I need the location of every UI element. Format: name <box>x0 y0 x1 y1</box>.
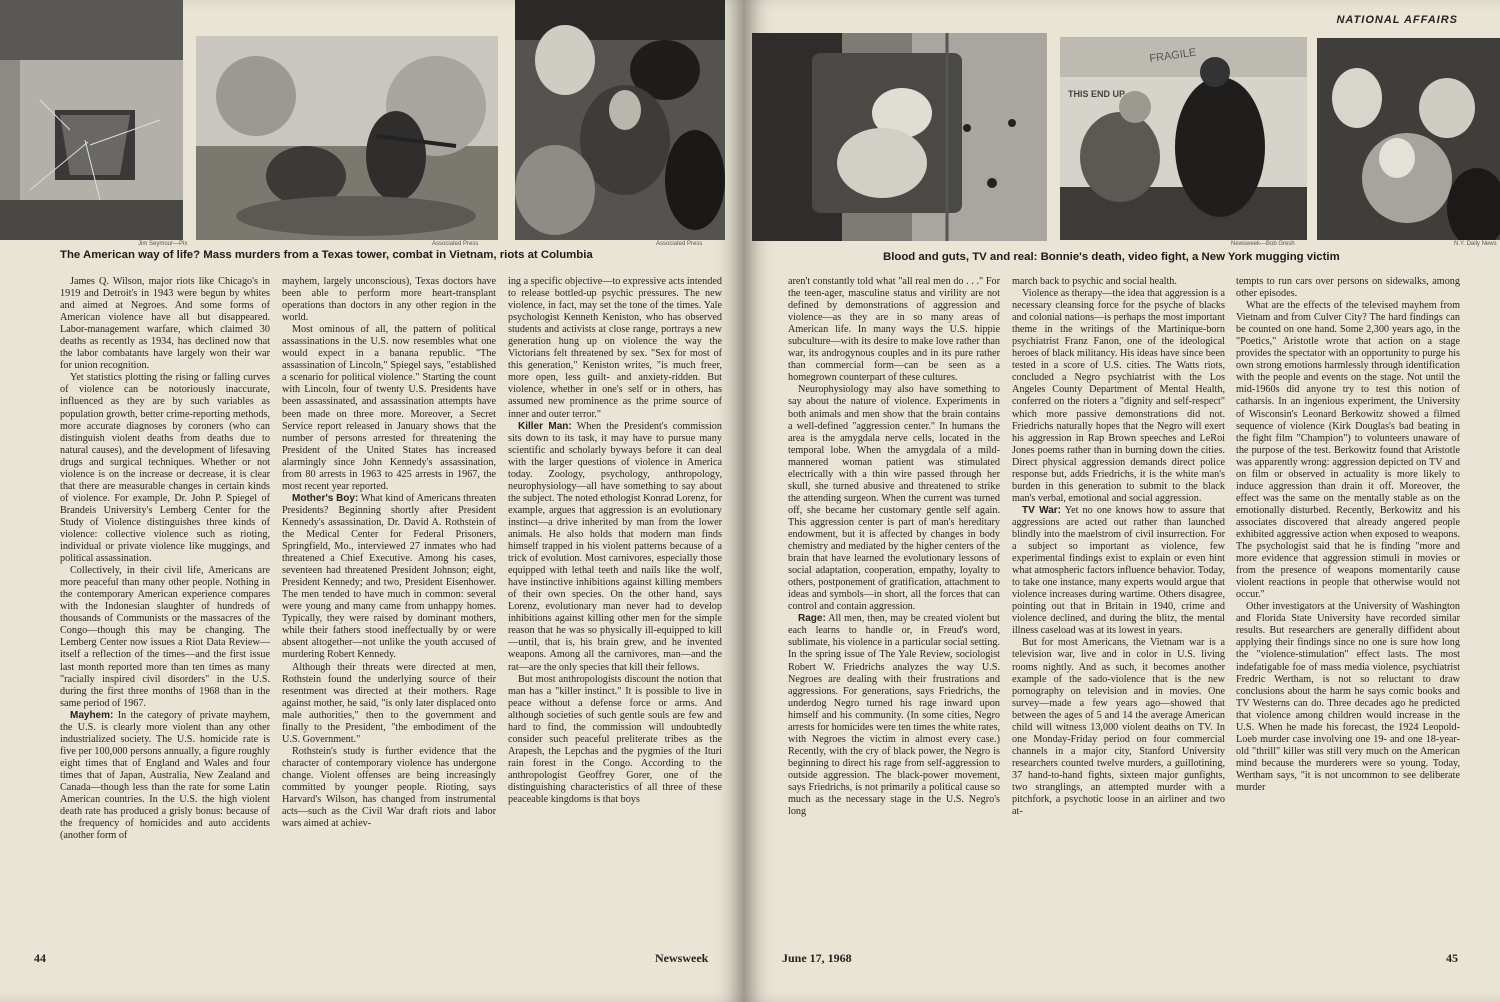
photo-credit: Jim Seymour—Pix <box>138 241 188 247</box>
paragraph <box>1012 288 1225 505</box>
paragraph-text: But most anthropologists discount the notion that man has a "killer instinct." It is possible to live in peace without a defense force or arms. And although societies of such gentle souls are few and hard to find, the commission will undoubtedly consider such peaceful preliterate tribes as the Arapesh, the Lepchas and the pygmies of the Ituri rain forest in the Congo. According to the anthropologist Geoffrey Gorer, one of the distinguishing characteristics of all three of these peaceable kingdoms is that boys <box>508 673 722 806</box>
paragraph-text: Rothstein's study is further evidence that the character of contemporary violence has undergone change. Violent offenses are being increasingly committed by younger people. Rioting, says Harvard's Wilson, has changed from instrumental acts—such as the Civil War draft riots and labor wars aimed at achiev- <box>282 745 496 830</box>
subhead: Mother's Boy: <box>292 492 359 504</box>
magazine-name: Newsweek <box>655 951 709 965</box>
paragraph-text: Although their threats were directed at men, Rothstein found the underlying source of their resentment was directed at their mothers. Rage against mother, he said, "is only later displaced onto male authorities," then to the government and finally to the President, "the embodiment of the U.S. Government." <box>282 661 496 745</box>
paragraph <box>60 565 270 710</box>
paragraph-text: But for most Americans, the Vietnam war is a television war, live and in color in U.S. living rooms nightly. And as such, it becomes another example of the sado-violence that is the new pornography on television and in movies. One survey—made a few years ago—showed that between the ages of 5 and 14 the average American child will witness 13,000 violent deaths on TV. In one Monday-Friday period on four commercial channels in a major city, Stanford University researchers counted twelve murders, a guillotining, 37 hand-to-hand fights, sixteen major gunfights, two stranglings, an attempted murder with a pitchfork, a psychotic loose in an airliner and two at- <box>1012 637 1225 818</box>
paragraph <box>1236 276 1460 300</box>
paragraph-text: Collectively, in their civil life, Americans are more peaceful than many other people. Nothing in the contemporary American experience compares with the Indonesian slaughter of hundreds of thousands of Communists or the massacres of the Congo—though this may be changing. The Lemberg Center now issues a Riot Data Review—itself a reflection of the times—and the first issue last month reported more than ten times as many "racially inspired civil disorders" in the U.S. during the first three months of 1968 than in the same period of 1967. <box>60 565 270 709</box>
paragraph <box>508 674 722 807</box>
paragraph <box>788 276 1000 384</box>
right-column-1 <box>788 276 1000 940</box>
paragraph <box>788 613 1000 818</box>
photo-credit: Newsweek—Bob Gresh <box>1231 241 1295 247</box>
paragraph-text: Yet no one knows how to assure that aggressions are acted out rather than launched blindly into the maelstrom of civil insurrection. For a subject so important as violence, few experimental findings exist to explain or even hint what atmospheric factors influence behavior. Today, to take one instance, many experts would argue that violence increases during wartime. Others disagree, pointing out that in Britain in 1940, crime and violence declined, and during the blitz, the mental illness caseload was at its lowest in years. <box>1012 504 1225 637</box>
photo-sign: FRAGILE <box>1148 46 1198 65</box>
paragraph-text: march back to psychic and social health. <box>1012 276 1177 287</box>
left-column-2 <box>282 276 496 940</box>
paragraph-text: All men, then, may be created violent but each learns to handle or, in Freud's word, sublimate, his violence in a particular social setting. In the spring issue of The Yale Review, sociologist Robert W. Friedrichs analyzes the way U.S. Negroes are dealing with their frustrations and aggressions. For generations, says Friedrichs, the underdog Negro turned his rage inward upon himself and his community. (In some cities, Negro arrests for homicides were ten times the white rates, with Negroes the victim in almost every case.) Recently, with the cry of black power, the Negro is beginning to direct his rage from self-aggression to outside aggression. The black-power movement, says Friedrichs, is not primarily a political cause so much as the necessary stage in the U.S. Negro's long <box>788 613 1000 818</box>
paragraph <box>282 324 496 493</box>
paragraph <box>1012 637 1225 818</box>
paragraph-text: What are the effects of the televised mayhem from Vietnam and from Culver City? The hard findings can be counted on one hand. Some 2,300 years ago, in the "Poetics," Aristotle wrote that action on a stage provides the spectator with an opportunity to purge his own strong emotions harmlessly through identification with the people and events on the stage. Not until the mid-1960s did anyone try to test this notion of catharsis. In an ingenious experiment, the University of Wisconsin's Leonard Berkowitz showed a filmed sequence of violence (Kirk Douglas's bad beating in the fight film "Champion") to volunteers unaware of the purpose of the test. Berkowitz found that Aristotle was apparently wrong: aggression depicted on TV and on film or observed in actuality is more likely to induce aggression than drain it off. Moreover, the effect was the same on the mentally stable as on the emotionally disturbed. Recently, Berkowitz and his associates discovered that already angered people exhibited aggressive action when exposed to weapons. The psychologist said that he is finding "more and more evidence that aggression stimuli in movies or from the presence of weapons momentarily cause violent reactions in people that otherwise would not occur." <box>1236 300 1460 601</box>
paragraph-text: James Q. Wilson, major riots like Chicago's in 1919 and Detroit's in 1943 were begun by whites and aimed at Negroes. And some forms of American violence have all but disappeared. Labor-management warfare, which claimed 30 deaths as recently as 1934, has declined now that the labor combatants have largely won their war for union recognition. <box>60 276 270 372</box>
right-caption: Blood and guts, TV and real: Bonnie's death, video fight, a New York mugging victim <box>883 251 1340 263</box>
right-page <box>744 0 1500 1002</box>
left-column-1 <box>60 276 270 940</box>
paragraph <box>1012 505 1225 638</box>
paragraph <box>1236 300 1460 601</box>
photo-mugging-victim <box>1317 38 1500 240</box>
paragraph-text: Neurophysiology may also have something to say about the nature of violence. Experiments in both animals and men show that the brain contains a well-defined "aggression center." In humans the area is the amygdala nerve cells, located in the temporal lobe. When the amygdala of a mild-mannered woman patient was stimulated electrically with a thin wire passed through her skull, she turned abusive and threatened to strike the attending surgeon. When the current was turned off, she became her customary gentle self again. This aggression center is part of man's hereditary endowment, but it is affected by changes in body chemistry and mediated by the higher centers of the brain that have learned the evolutionary lessons of social adaptation, cooperation, empathy, loyalty to others, postponement of gratification, attachment to ideas and symbols—in short, all the forces that can control and contain aggression. <box>788 384 1000 613</box>
paragraph-text: When the President's commission sits down to its task, it may have to pursue many scientific and scholarly byways before it can deal with the larger questions of violence in America today. Zoology, psychology, anthropology, neurophysiology—all have something to say about the subject. The noted ethologist Konrad Lorenz, for example, argues that aggression is an evolutionary instinct—a drive inherited by man from the lower animals. He also holds that modern man finds himself trapped in his violent patterns because of a trick of evolution. Most carnivores, especially those equipped with lethal teeth and nails like the wolf, have instinctive inhibitions against killing members of their own species. On the other hand, says Lorenz, evolutionary man never had to develop inhibitions against killing other men for the simple reason that he was so physically ill-equipped to kill—until, that is, his brain grew, and he invented weapons. Among all the carnivores, man—and the rat—are the only species that kill their fellows. <box>508 420 722 673</box>
left-column-3 <box>508 276 722 940</box>
right-column-3 <box>1236 276 1460 940</box>
paragraph-text: tempts to run cars over persons on sidewalks, among other episodes. <box>1236 276 1460 300</box>
photo-credit: N.Y. Daily News <box>1454 241 1497 247</box>
section-head: NATIONAL AFFAIRS <box>1336 14 1458 26</box>
photo-vietnam-combat <box>196 36 498 240</box>
left-caption: The American way of life? Mass murders from a Texas tower, combat in Vietnam, riots at Columbia <box>60 249 593 261</box>
paragraph <box>1012 276 1225 288</box>
photo-video-fight <box>1060 37 1307 240</box>
paragraph <box>60 372 270 565</box>
photo-columbia-riot <box>515 0 725 240</box>
right-column-2 <box>1012 276 1225 940</box>
photo-texas-tower <box>0 0 183 240</box>
paragraph <box>508 276 722 421</box>
paragraph <box>282 662 496 746</box>
photo-bonnie-death <box>752 33 1047 241</box>
subhead: Mayhem: <box>70 709 114 721</box>
left-page <box>0 0 744 1002</box>
subhead: Rage: <box>798 613 826 625</box>
paragraph-text: In the category of private mayhem, the U.S. is clearly more violent than any other industrialized society. The U.S. homicide rate is five per 100,000 persons annually, a figure roughly eight times that of England and Wales and four times that of Japan, Australia, New Zealand and Canada—though less than the rate for some Latin American countries. In the U.S. the high violent death rate has produced a grisly bonus: because of the frequency of homicides and auto accidents (another form of <box>60 709 270 842</box>
page-number-left: 44 <box>34 951 46 965</box>
issue-date: June 17, 1968 <box>782 951 852 965</box>
subhead: Killer Man: <box>518 420 572 432</box>
paragraph <box>282 493 496 662</box>
paragraph <box>788 384 1000 613</box>
paragraph <box>60 276 270 372</box>
paragraph <box>508 421 722 674</box>
page-number-right: 45 <box>1446 951 1458 965</box>
paragraph <box>60 710 270 843</box>
paragraph-text: Most ominous of all, the pattern of political assassinations in the U.S. now resembles what one would expect in a banana republic. "The assassination of Lincoln," Spiegel says, "established a scenario for political violence." Starting the count with Lincoln, four of twenty U.S. Presidents have been assassinated, and assassination attempts have been made on three more. Moreover, a Secret Service report released in January shows that the number of persons arrested for threatening the President of the United States has increased alarmingly since John Kennedy's assassination, from 80 arrests in 1963 to 425 arrests in 1967, the most recent year reported. <box>282 324 496 492</box>
paragraph-text: What kind of Americans threaten Presidents? Beginning shortly after President Kennedy's assassination, Dr. David A. Rothstein of the Medical Center for Federal Prisoners, Springfield, Mo., interviewed 27 inmates who had threatened a Chief Executive. Among his cases, seventeen had threatened President Johnson; eight, President Kennedy; and two, President Eisenhower. The men tended to have much in common: several were young and many came from unhappy homes. Typically, they were raised by dominant mothers, while their fathers stood ineffectually by or were absent altogether—not unlike the youth accused of murdering Robert Kennedy. <box>282 492 496 661</box>
photo-credit: Associated Press <box>432 241 479 247</box>
paragraph-text: ing a specific objective—to expressive acts intended to release bottled-up psychic pressures. The new violence, in fact, may set the tone of the times. Yale psychologist Kenneth Keniston, who has observed students and activists at close range, portrays a new generation hung up on violence the way the Victorians felt threatened by sex. "Sex for most of this generation," Keniston writes, "is much freer, more open, less guilt- and anxiety-ridden. But violence, whether in one's self or in others, has assumed new prominence as the prime source of inner and outer terror." <box>508 276 722 420</box>
paragraph <box>282 276 496 324</box>
paragraph-text: aren't constantly told what "all real men do . . ." For the teen-ager, masculine status and virility are not defined by demonstrations of aggression and violence—as they are in so many areas of American life. In many ways the U.S. hippie subculture—with its desire to make love rather than war, its androgynous couples and in its pure rather than commercial form—can be seen as a homegrown counterpart of these cultures. <box>788 276 1000 384</box>
paragraph-text: Other investigators at the University of Washington and Florida State University have recorded similar results. But researchers are generally diffident about applying their findings since no one is sure how long the "violence-stimulation" effect lasts. The most indefatigable foe of mass media violence, psychiatrist Fredric Wertham, is not so reluctant to draw conclusions about the harm he says comic books and TV Westerns can do. Three decades ago he predicted that violence among children would increase in the U.S. When he made his forecast, the 1924 Leopold-Loeb murder case involving one 19- and one 18-year-old "thrill" killer was still very much on the American mind because the murderers were so young. Today, Wertham says, "it is not uncommon to see deliberate murder <box>1236 601 1460 793</box>
paragraph-text: mayhem, largely unconscious), Texas doctors have been able to perform more heart-transplant operations than doctors in any other region in the world. <box>282 276 496 324</box>
paragraph <box>282 746 496 830</box>
photo-sign: THIS END UP <box>1068 89 1126 99</box>
photo-credit: Associated Press <box>656 241 703 247</box>
paragraph-text: Yet statistics plotting the rising or falling curves of violence can be notoriously inaccurate, influenced as they are by such variables as population growth, better crime-reporting methods, more accurate diagnoses by coroners (who can distinguish violent deaths from deaths due to natural causes), and the development of lifesaving drugs and surgical techniques. Whether or not violence is on the increase or decrease, it is clear that there are measurable changes in certain kinds of violence. For example, Dr. John P. Spiegel of Brandeis University's Lemberg Center for the Study of Violence distinguishes three kinds of violence: collective violence such as rioting, individual or private violence like muggings, and political assassination. <box>60 372 270 565</box>
subhead: TV War: <box>1022 504 1061 516</box>
paragraph-text: Violence as therapy—the idea that aggression is a necessary cleansing force for the psyche of blacks and colonial nations—is perhaps the most important theme in the writings of the Martinique-born psychiatrist Franz Fanon, one of the ideological heroes of black militancy. His ideas have since been tested in a score of U.S. cities. The Watts riots, concluded a Negro psychiatrist with the Los Angeles County Department of Mental Health, conferred on the rioters a "dignity and self-respect" which more passive demonstrations did not. Friedrichs naturally hopes that the Negro will exert his aggression in Rap Brown speeches and LeRoi Jones poems rather than in burning down the cities. Direct physical aggression demands direct police response but, adds Friedrichs, it is the white man's burden in this generation to submit to the black man's verbal, emotional and social aggression. <box>1012 288 1225 504</box>
paragraph <box>1236 601 1460 794</box>
